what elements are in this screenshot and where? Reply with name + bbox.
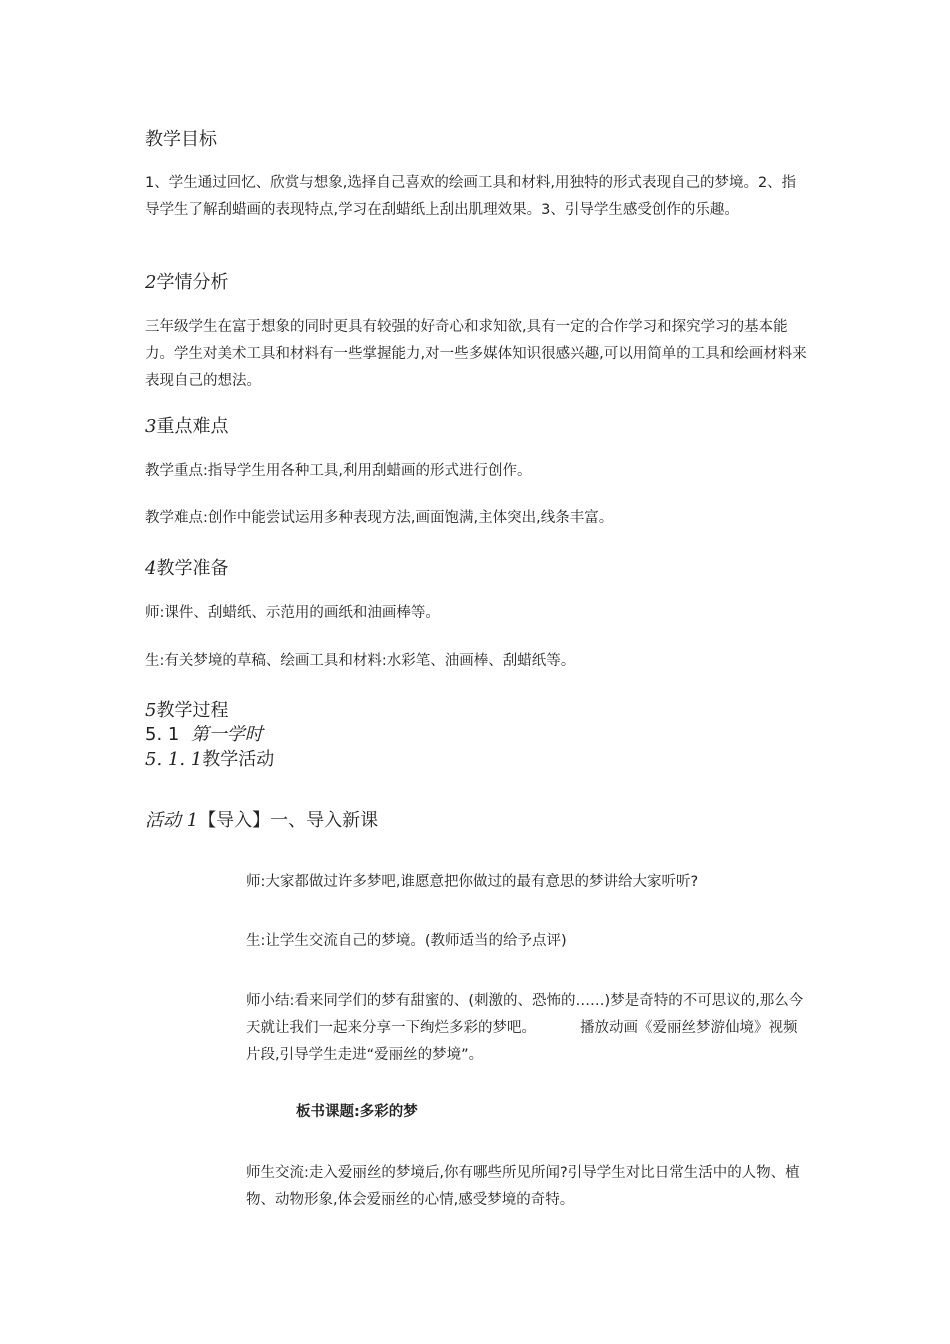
first-lesson-heading: 5. 1 第一学时 [145, 724, 263, 745]
teaching-difficulty-text: 教学难点:创作中能尝试运用多种表现方法,画面饱满,主体突出,线条丰富。 [145, 510, 614, 526]
activity-1-heading: 活动 1【导入】一、导入新课 [145, 810, 379, 831]
board-title: 板书课题:多彩的梦 [296, 1104, 418, 1120]
activity-teacher-question: 师:大家都做过许多梦吧,谁愿意把你做过的最有意思的梦讲给大家听听? [246, 874, 699, 890]
objectives-text: 1、学生通过回忆、欣赏与想象,选择自己喜欢的绘画工具和材料,用独特的形式表现自己的梦境。2、指导学生了解刮蜡画的表现特点,学习在刮蜡纸上刮出肌理效果。3、引导学生感受创作的乐趣。 [145, 175, 797, 218]
analysis-heading: 2学情分析 [145, 272, 229, 293]
key-points-heading: 3重点难点 [145, 416, 229, 437]
activity-teacher-summary: 师小结:看来同学们的梦有甜蜜的、(刺激的、恐怖的……)梦是奇特的不可思议的,那么今天就让我们一起来分享一下绚烂多彩的梦吧。 播放动画《爱丽丝梦游仙境》视频片段,引导学生走进“爱丽丝的梦境”。 [246, 993, 804, 1063]
teaching-focus-text: 教学重点:指导学生用各种工具,利用刮蜡画的形式进行创作。 [145, 463, 532, 479]
student-preparation-text: 生:有关梦境的草稿、绘画工具和材料:水彩笔、油画棒、刮蜡纸等。 [145, 653, 576, 669]
teacher-preparation-text: 师:课件、刮蜡纸、示范用的画纸和油画棒等。 [145, 605, 440, 621]
analysis-text: 三年级学生在富于想象的同时更具有较强的好奇心和求知欲,具有一定的合作学习和探究学习的基本能力。学生对美术工具和材料有一些掌握能力,对一些多媒体知识很感兴趣,可以用简单的工具和绘画材料来表现自己的想法。 [145, 319, 807, 389]
objectives-heading: 教学目标 [145, 129, 217, 150]
preparation-heading: 4教学准备 [145, 558, 229, 579]
teaching-activity-heading: 5. 1. 1教学活动 [145, 749, 275, 770]
process-heading: 5教学过程 [145, 700, 229, 721]
activity-teacher-student-exchange: 师生交流:走入爱丽丝的梦境后,你有哪些所见所闻?引导学生对比日常生活中的人物、植物、动物形象,体会爱丽丝的心情,感受梦境的奇特。 [246, 1165, 800, 1208]
activity-student-exchange: 生:让学生交流自己的梦境。(教师适当的给予点评) [246, 933, 567, 949]
